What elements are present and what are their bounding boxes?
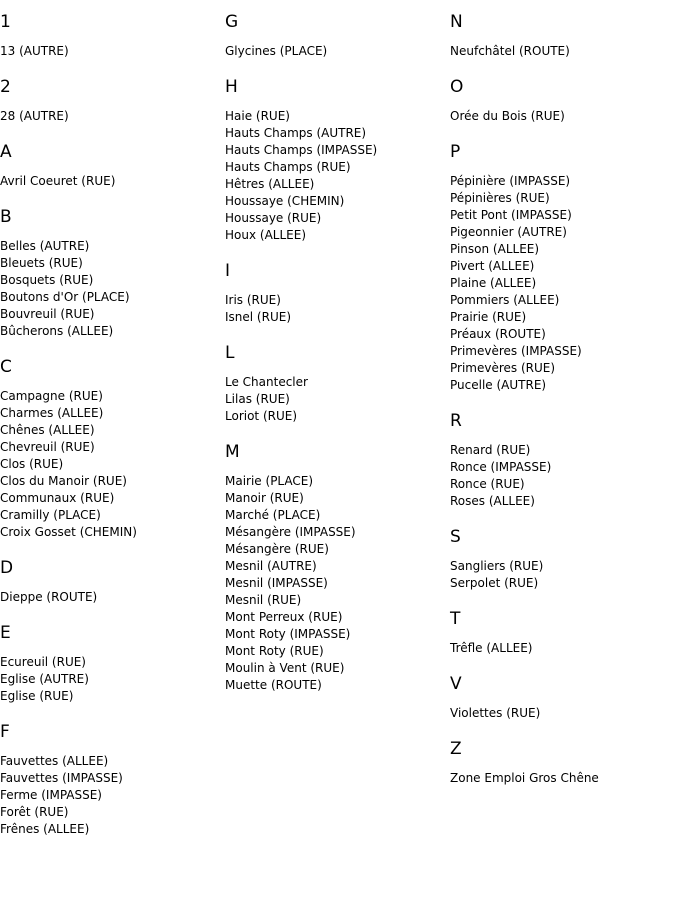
letter-group — [450, 739, 670, 787]
street-link[interactable]: Haie (RUE) — [225, 109, 290, 123]
street-link[interactable]: Ferme (IMPASSE) — [0, 788, 102, 802]
letter-heading: A — [0, 142, 12, 162]
letter-group — [0, 357, 220, 541]
street-link[interactable]: Prairie (RUE) — [450, 310, 527, 324]
street-link[interactable]: Clos (RUE) — [0, 457, 64, 471]
street-link[interactable]: Glycines (PLACE) — [225, 44, 328, 58]
letter-group — [450, 77, 670, 125]
street-link[interactable]: Boutons d'Or (PLACE) — [0, 290, 130, 304]
street-list — [225, 374, 445, 425]
letter-heading: O — [450, 77, 464, 97]
street-link[interactable]: Bouvreuil (RUE) — [0, 307, 95, 321]
letter-heading: I — [225, 261, 231, 281]
street-link[interactable]: Ronce (RUE) — [450, 477, 525, 491]
letter-heading: E — [0, 623, 11, 643]
letter-heading: S — [450, 527, 461, 547]
street-link[interactable]: Mésangère (RUE) — [225, 542, 329, 556]
street-link[interactable]: Frênes (ALLEE) — [0, 822, 90, 836]
street-link[interactable]: Iris (RUE) — [225, 293, 281, 307]
street-link[interactable]: Préaux (ROUTE) — [450, 327, 546, 341]
street-link[interactable]: Zone Emploi Gros Chêne — [450, 771, 599, 785]
letter-group — [0, 722, 220, 838]
street-link[interactable]: Avril Coeuret (RUE) — [0, 174, 116, 188]
letter-group — [0, 558, 220, 606]
letter-group — [0, 77, 220, 125]
street-link[interactable]: Communaux (RUE) — [0, 491, 115, 505]
street-link[interactable]: Marché (PLACE) — [225, 508, 321, 522]
street-link[interactable]: Eglise (AUTRE) — [0, 672, 89, 686]
street-link[interactable]: Croix Gosset (CHEMIN) — [0, 525, 137, 539]
letter-heading: N — [450, 12, 463, 32]
street-link[interactable]: Sangliers (RUE) — [450, 559, 544, 573]
street-link[interactable]: Cramilly (PLACE) — [0, 508, 101, 522]
street-link[interactable]: Le Chantecler — [225, 375, 308, 389]
street-link[interactable]: Moulin à Vent (RUE) — [225, 661, 345, 675]
street-link[interactable]: Pépinière (IMPASSE) — [450, 174, 571, 188]
street-list — [0, 753, 220, 838]
street-link[interactable]: Houx (ALLEE) — [225, 228, 306, 242]
letter-group — [450, 411, 670, 510]
letter-group — [450, 674, 670, 722]
letter-heading: 2 — [0, 77, 11, 97]
street-link[interactable]: Roses (ALLEE) — [450, 494, 535, 508]
street-link[interactable]: Chevreuil (RUE) — [0, 440, 95, 454]
letter-heading: D — [0, 558, 14, 578]
street-index-column-1 — [0, 12, 220, 855]
street-link[interactable]: Houssaye (CHEMIN) — [225, 194, 345, 208]
street-link[interactable]: Hauts Champs (RUE) — [225, 160, 351, 174]
street-link[interactable]: Hauts Champs (IMPASSE) — [225, 143, 378, 157]
letter-group — [0, 12, 220, 60]
letter-group — [0, 207, 220, 340]
street-link[interactable]: Hêtres (ALLEE) — [225, 177, 315, 191]
street-link[interactable]: Mésangère (IMPASSE) — [225, 525, 356, 539]
street-link[interactable]: Mont Perreux (RUE) — [225, 610, 343, 624]
letter-group — [0, 623, 220, 705]
street-list — [0, 43, 220, 60]
street-link[interactable]: Manoir (RUE) — [225, 491, 304, 505]
street-link[interactable]: Neufchâtel (ROUTE) — [450, 44, 570, 58]
street-link[interactable]: Mont Roty (IMPASSE) — [225, 627, 351, 641]
street-link[interactable]: Mesnil (AUTRE) — [225, 559, 317, 573]
letter-heading: P — [450, 142, 461, 162]
street-link[interactable]: Dieppe (ROUTE) — [0, 590, 98, 604]
street-list — [225, 43, 445, 60]
street-link[interactable]: Clos du Manoir (RUE) — [0, 474, 127, 488]
street-link[interactable]: Fauvettes (ALLEE) — [0, 754, 109, 768]
street-list — [450, 705, 670, 722]
letter-heading: T — [450, 609, 461, 629]
street-link[interactable]: Serpolet (RUE) — [450, 576, 539, 590]
street-link[interactable]: Ronce (IMPASSE) — [450, 460, 552, 474]
street-link[interactable]: Pommiers (ALLEE) — [450, 293, 560, 307]
street-list — [450, 43, 670, 60]
street-link[interactable]: Trêfle (ALLEE) — [450, 641, 533, 655]
street-index-column-3 — [450, 12, 670, 804]
letter-heading: 1 — [0, 12, 11, 32]
street-link[interactable]: Orée du Bois (RUE) — [450, 109, 565, 123]
street-index-column-2 — [225, 12, 445, 711]
street-list — [0, 388, 220, 541]
street-link[interactable]: Forêt (RUE) — [0, 805, 69, 819]
street-link[interactable]: Bûcherons (ALLEE) — [0, 324, 114, 338]
street-link[interactable]: Pivert (ALLEE) — [450, 259, 535, 273]
letter-group — [225, 12, 445, 60]
street-link[interactable]: Bosquets (RUE) — [0, 273, 94, 287]
street-list — [0, 589, 220, 606]
street-list — [450, 173, 670, 394]
street-list — [450, 640, 670, 657]
letter-group — [450, 12, 670, 60]
street-link[interactable]: 28 (AUTRE) — [0, 109, 69, 123]
street-link[interactable]: Belles (AUTRE) — [0, 239, 90, 253]
letter-heading: V — [450, 674, 462, 694]
street-link[interactable]: Lilas (RUE) — [225, 392, 290, 406]
letter-group — [450, 609, 670, 657]
street-link[interactable]: Primevères (RUE) — [450, 361, 556, 375]
street-list — [450, 558, 670, 592]
street-list — [0, 108, 220, 125]
street-link[interactable]: Mesnil (IMPASSE) — [225, 576, 328, 590]
street-link[interactable]: Mairie (PLACE) — [225, 474, 314, 488]
street-link[interactable]: Houssaye (RUE) — [225, 211, 322, 225]
street-list — [0, 238, 220, 340]
street-link[interactable]: Bleuets (RUE) — [0, 256, 83, 270]
street-list — [0, 654, 220, 705]
street-link[interactable]: Pucelle (AUTRE) — [450, 378, 547, 392]
letter-group — [225, 261, 445, 326]
letter-heading: F — [0, 722, 10, 742]
letter-heading: R — [450, 411, 462, 431]
street-list — [225, 108, 445, 244]
street-link[interactable]: Loriot (RUE) — [225, 409, 298, 423]
letter-group — [225, 442, 445, 694]
street-list — [225, 292, 445, 326]
street-link[interactable]: Mesnil (RUE) — [225, 593, 302, 607]
street-link[interactable]: Pinson (ALLEE) — [450, 242, 540, 256]
street-link[interactable]: Eglise (RUE) — [0, 689, 74, 703]
street-link[interactable]: Muette (ROUTE) — [225, 678, 322, 692]
letter-heading: H — [225, 77, 238, 97]
letter-heading: G — [225, 12, 239, 32]
street-list — [0, 173, 220, 190]
street-link[interactable]: Mont Roty (RUE) — [225, 644, 324, 658]
letter-group — [450, 142, 670, 394]
street-link[interactable]: Primevères (IMPASSE) — [450, 344, 582, 358]
street-link[interactable]: Isnel (RUE) — [225, 310, 291, 324]
letter-heading: C — [0, 357, 12, 377]
letter-heading: L — [225, 343, 235, 363]
street-link[interactable]: Pépinières (RUE) — [450, 191, 550, 205]
street-link[interactable]: Ecureuil (RUE) — [0, 655, 86, 669]
street-link[interactable]: Campagne (RUE) — [0, 389, 103, 403]
street-list — [450, 108, 670, 125]
street-link[interactable]: Renard (RUE) — [450, 443, 531, 457]
street-link[interactable]: Fauvettes (IMPASSE) — [0, 771, 123, 785]
street-link[interactable]: Hauts Champs (AUTRE) — [225, 126, 367, 140]
street-list — [450, 770, 670, 787]
street-link[interactable]: Charmes (ALLEE) — [0, 406, 104, 420]
street-link[interactable]: Violettes (RUE) — [450, 706, 541, 720]
letter-group — [225, 343, 445, 425]
street-list — [450, 442, 670, 510]
letter-heading: Z — [450, 739, 462, 759]
letter-group — [0, 142, 220, 190]
street-link[interactable]: Petit Pont (IMPASSE) — [450, 208, 572, 222]
street-list — [225, 473, 445, 694]
street-link[interactable]: Plaine (ALLEE) — [450, 276, 537, 290]
street-link[interactable]: Chênes (ALLEE) — [0, 423, 95, 437]
letter-heading: B — [0, 207, 12, 227]
street-link[interactable]: Pigeonnier (AUTRE) — [450, 225, 567, 239]
letter-heading: M — [225, 442, 240, 462]
street-link[interactable]: 13 (AUTRE) — [0, 44, 69, 58]
letter-group — [225, 77, 445, 244]
letter-group — [450, 527, 670, 592]
